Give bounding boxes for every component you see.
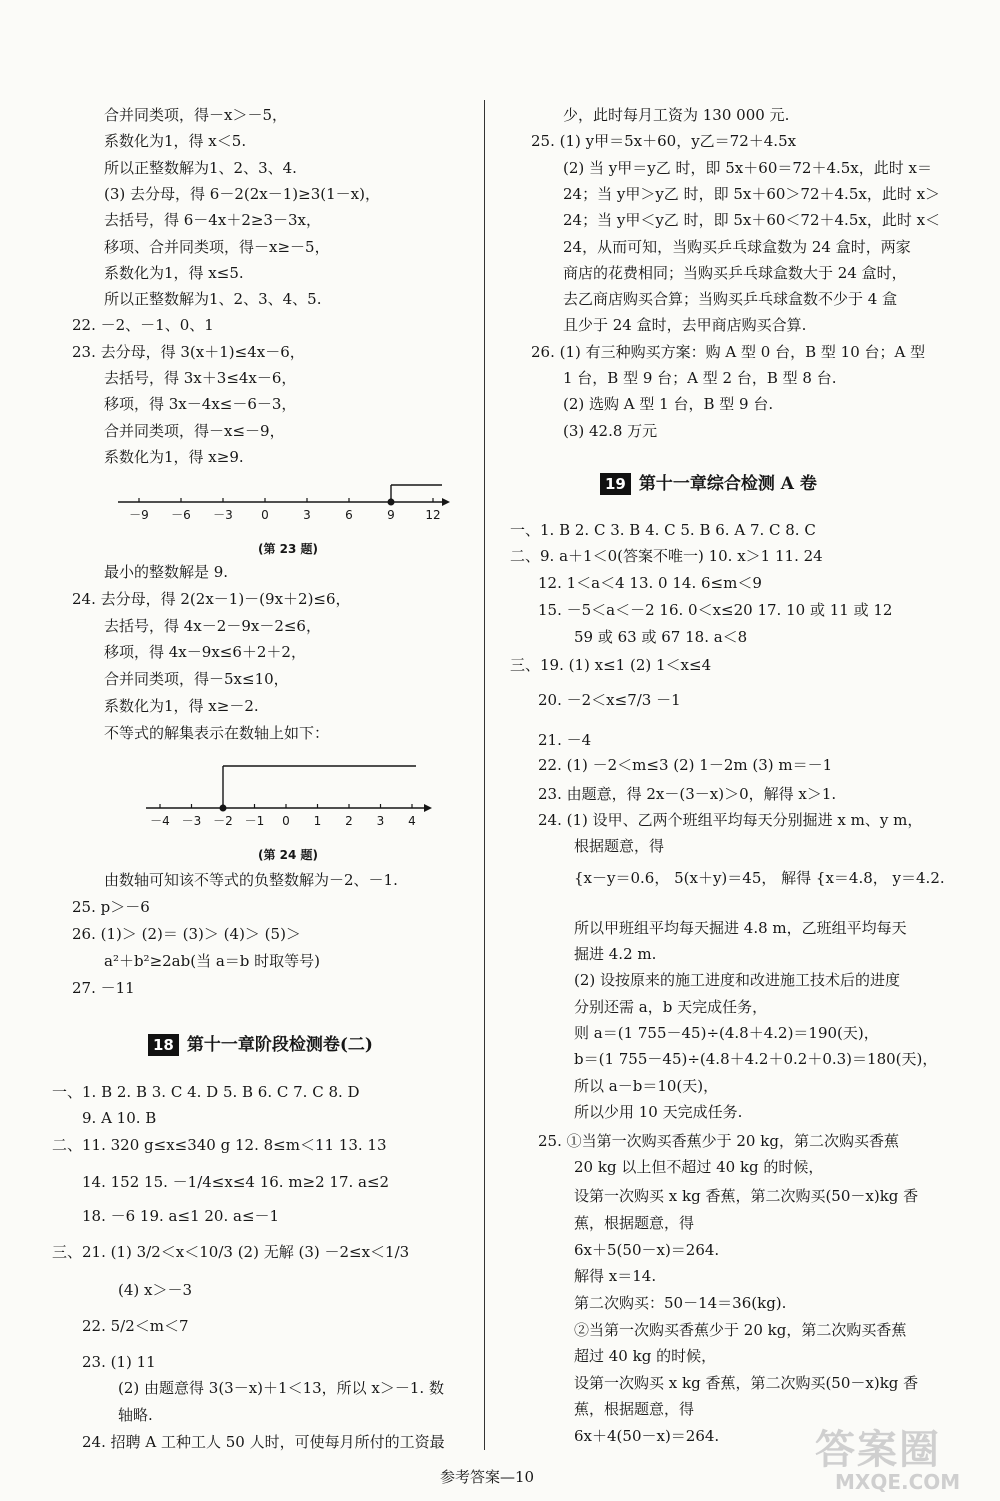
text-line: 22. 5/2＜m＜7 bbox=[82, 1317, 189, 1335]
text-line: a²＋b²≥2ab(当 a＝b 时取等号) bbox=[104, 952, 321, 970]
number-line-figure-23 bbox=[110, 480, 460, 530]
tick-label: －3 bbox=[213, 508, 233, 522]
text-line: 蕉，根据题意，得 bbox=[574, 1214, 695, 1232]
text-line: 24. 去分母，得 2(2x－1)－(9x＋2)≤6， bbox=[72, 589, 351, 608]
text-line: 一、1. B 2. C 3. B 4. C 5. B 6. A 7. C 8. C bbox=[510, 521, 816, 539]
text-line: (2) 当 y甲＝y乙 时，即 5x＋60＝72＋4.5x，此时 x＝ bbox=[563, 158, 932, 177]
text-line: 1 台，B 型 9 台；A 型 2 台，B 型 8 台. bbox=[563, 369, 837, 387]
number-line-figure-24 bbox=[140, 758, 440, 833]
text-line: 所以甲班组平均每天掘进 4.8 m，乙班组平均每天 bbox=[574, 919, 907, 937]
column-divider bbox=[484, 100, 485, 1450]
text-line: 去括号，得 4x－2－9x－2≤6， bbox=[104, 616, 321, 635]
text-line: 系数化为1，得 x＜5. bbox=[104, 132, 247, 151]
text-line: (2) 由题意得 3(3－x)＋1＜13，所以 x＞－1. 数 bbox=[118, 1379, 444, 1397]
tick-label: 2 bbox=[345, 814, 353, 828]
text-line: 22. －2、－1、0、1 bbox=[72, 316, 214, 335]
tick-label: －4 bbox=[150, 814, 170, 828]
text-line: (3) 去分母，得 6－2(2x－1)≥3(1－x)， bbox=[104, 184, 380, 203]
tick-label: 6 bbox=[345, 508, 353, 522]
text-line: 23. 由题意，得 2x－(3－x)＞0，解得 x＞1. bbox=[538, 785, 837, 803]
text-line: 合并同类项，得－x＞－5， bbox=[104, 106, 288, 124]
text-line: 设第一次购买 x kg 香蕉，第二次购买(50－x)kg 香 bbox=[574, 1187, 919, 1205]
text-line: (2) 选购 A 型 1 台，B 型 9 台. bbox=[563, 395, 774, 414]
text-line: 移项、合并同类项，得－x≥－5， bbox=[104, 237, 330, 256]
text-line: 15. －5＜a＜－2 16. 0＜x≤20 17. 10 或 11 或 12 bbox=[538, 601, 893, 619]
text-line: 设第一次购买 x kg 香蕉，第二次购买(50－x)kg 香 bbox=[574, 1374, 919, 1392]
text-line: 第二次购买：50－14＝36(kg). bbox=[574, 1294, 787, 1312]
text-line: 合并同类项，得－5x≤10， bbox=[104, 670, 289, 689]
text-line: 24；当 y甲＜y乙 时，即 5x＋60＜72＋4.5x，此时 x＜ bbox=[563, 211, 941, 230]
tick-label: －1 bbox=[244, 814, 265, 828]
tick-label: 4 bbox=[408, 814, 416, 828]
text-line: 二、9. a＋1＜0(答案不唯一) 10. x＞1 11. 24 bbox=[510, 547, 823, 565]
text-line: 超过 40 kg 的时候， bbox=[574, 1347, 717, 1365]
tick-label: 9 bbox=[387, 508, 395, 522]
text-line: 23. (1) 11 bbox=[82, 1353, 156, 1371]
tick-label: 0 bbox=[261, 508, 269, 522]
text-line: 且少于 24 盒时，去甲商店购买合算. bbox=[563, 316, 807, 335]
text-line: 移项，得 4x－9x≤6＋2＋2， bbox=[104, 643, 306, 662]
text-line: 21. －4 bbox=[538, 731, 592, 749]
text-line: 解得 x＝14. bbox=[574, 1267, 657, 1285]
text-line: 59 或 63 或 67 18. a＜8 bbox=[574, 628, 748, 646]
text-line: 25. ①当第一次购买香蕉少于 20 kg，第二次购买香蕉 bbox=[538, 1132, 899, 1150]
tick-label: 3 bbox=[376, 814, 385, 828]
text-line: 24. 招聘 A 工种工人 50 人时，可使每月所付的工资最 bbox=[82, 1433, 445, 1451]
section-19-title: 第十一章综合检测 A 卷 bbox=[638, 474, 817, 494]
text-line: 6x＋4(50－x)＝264. bbox=[574, 1427, 720, 1445]
text-line: 25. (1) y甲＝5x＋60，y乙＝72＋4.5x bbox=[531, 132, 797, 151]
figure-23-caption: (第 23 题) bbox=[258, 542, 319, 556]
text-line: 12. 1＜a＜4 13. 0 14. 6≤m＜9 bbox=[538, 574, 762, 592]
text-line: 不等式的解集表示在数轴上如下： bbox=[104, 723, 330, 742]
text-line: 24，从而可知，当购买乒乓球盒数为 24 盒时，两家 bbox=[563, 237, 911, 256]
text-line: 去括号，得 6－4x＋2≥3－3x， bbox=[104, 211, 321, 230]
text-line: ②当第一次购买香蕉少于 20 kg，第二次购买香蕉 bbox=[574, 1321, 907, 1339]
text-line: 少，此时每月工资为 130 000 元. bbox=[563, 106, 790, 124]
text-line: 分别还需 a，b 天完成任务， bbox=[574, 998, 768, 1016]
tick-label: 3 bbox=[303, 508, 311, 522]
text-line: 26. (1) 有三种购买方案：购 A 型 0 台，B 型 10 台；A 型 bbox=[531, 342, 926, 361]
text-line: (3) 42.8 万元 bbox=[563, 421, 658, 440]
text-line: (4) x＞－3 bbox=[118, 1281, 193, 1299]
text-line: 系数化为1，得 x≥－2. bbox=[104, 697, 259, 715]
text-line: 24. (1) 设甲、乙两个班组平均每天分别掘进 x m、y m， bbox=[538, 811, 923, 829]
tick-label: 0 bbox=[282, 814, 290, 828]
text-line: 25. p＞－6 bbox=[72, 898, 150, 916]
tick-label: 1 bbox=[313, 814, 322, 828]
section-19-number: 19 bbox=[600, 473, 631, 495]
text-line: 24；当 y甲＞y乙 时，即 5x＋60＞72＋4.5x，此时 x＞ bbox=[563, 184, 941, 203]
text-line: 去括号，得 3x＋3≤4x－6， bbox=[104, 369, 297, 387]
text-line: 轴略. bbox=[118, 1406, 153, 1424]
text-line: 掘进 4.2 m. bbox=[574, 945, 657, 963]
text-line: 18. －6 19. a≤1 20. a≤－1 bbox=[82, 1207, 280, 1225]
watermark-logo: 答案圈 bbox=[815, 1427, 941, 1473]
text-line: 合并同类项，得－x≤－9， bbox=[104, 421, 285, 440]
text-line: {x－y＝0.6， 5(x＋y)＝45， 解得 {x＝4.8， y＝4.2. bbox=[574, 869, 945, 887]
text-line: 一、1. B 2. B 3. C 4. D 5. B 6. C 7. C 8. D bbox=[52, 1083, 360, 1101]
text-line: 三、21. (1) 3/2＜x＜10/3 (2) 无解 (3) －2≤x＜1/3 bbox=[52, 1243, 410, 1261]
text-line: 根据题意，得 bbox=[574, 837, 665, 855]
text-line: 由数轴可知该不等式的负整数解为－2、－1. bbox=[104, 871, 398, 889]
tick-label: －9 bbox=[129, 508, 149, 522]
text-line: 系数化为1，得 x≤5. bbox=[104, 263, 244, 282]
tick-label: 12 bbox=[425, 508, 441, 522]
text-line: 三、19. (1) x≤1 (2) 1＜x≤4 bbox=[510, 656, 712, 674]
section-18-title: 第十一章阶段检测卷(二) bbox=[186, 1035, 373, 1055]
watermark-url: MXQE.COM bbox=[835, 1470, 961, 1494]
text-line: 商店的花费相同；当购买乒乓球盒数大于 24 盒时， bbox=[563, 263, 907, 282]
text-line: 所以 a－b＝10(天)， bbox=[574, 1077, 719, 1095]
figure-24-caption: (第 24 题) bbox=[258, 848, 319, 862]
text-line: 去乙商店购买合算；当购买乒乓球盒数不少于 4 盒 bbox=[563, 290, 898, 309]
text-line: 系数化为1，得 x≥9. bbox=[104, 447, 244, 466]
text-line: (2) 设按原来的施工进度和改进施工技术后的进度 bbox=[574, 971, 901, 989]
text-line: 移项，得 3x－4x≤－6－3， bbox=[104, 395, 297, 414]
text-line: 6x＋5(50－x)＝264. bbox=[574, 1241, 720, 1259]
text-line: 20. －2＜x≤7/3 －1 bbox=[538, 691, 681, 709]
text-line: 所以正整数解为1、2、3、4、5. bbox=[104, 290, 322, 309]
section-18-header bbox=[148, 1030, 373, 1056]
text-line: 23. 去分母，得 3(x＋1)≤4x－6， bbox=[72, 342, 305, 361]
text-line: 26. (1)＞ (2)＝ (3)＞ (4)＞ (5)＞ bbox=[72, 925, 301, 943]
tick-label: －3 bbox=[181, 814, 202, 828]
text-line: 所以少用 10 天完成任务. bbox=[574, 1103, 743, 1121]
text-line: 20 kg 以上但不超过 40 kg 的时候， bbox=[574, 1158, 824, 1176]
text-line: 22. (1) －2＜m≤3 (2) 1－2m (3) m＝－1 bbox=[538, 756, 833, 774]
text-line: 蕉，根据题意，得 bbox=[574, 1400, 695, 1418]
text-line: 二、11. 320 g≤x≤340 g 12. 8≤m＜11 13. 13 bbox=[52, 1136, 387, 1154]
page-footer: 参考答案—10 bbox=[440, 1468, 535, 1486]
text-line: 所以正整数解为1、2、3、4. bbox=[104, 158, 297, 177]
text-line: 最小的整数解是 9. bbox=[104, 563, 229, 581]
tick-label: －2 bbox=[213, 814, 233, 828]
section-18-number: 18 bbox=[148, 1034, 179, 1056]
text-line: 14. 152 15. －1/4≤x≤4 16. m≥2 17. a≤2 bbox=[82, 1173, 390, 1191]
text-line: 27. －11 bbox=[72, 979, 135, 997]
text-line: 9. A 10. B bbox=[82, 1109, 157, 1127]
text-line: 则 a＝(1 755－45)÷(4.8＋4.2)＝190(天)， bbox=[574, 1024, 879, 1042]
tick-label: －6 bbox=[171, 508, 191, 522]
section-19-header bbox=[600, 469, 817, 495]
text-line: b＝(1 755－45)÷(4.8＋4.2＋0.2＋0.3)＝180(天)， bbox=[574, 1050, 938, 1068]
